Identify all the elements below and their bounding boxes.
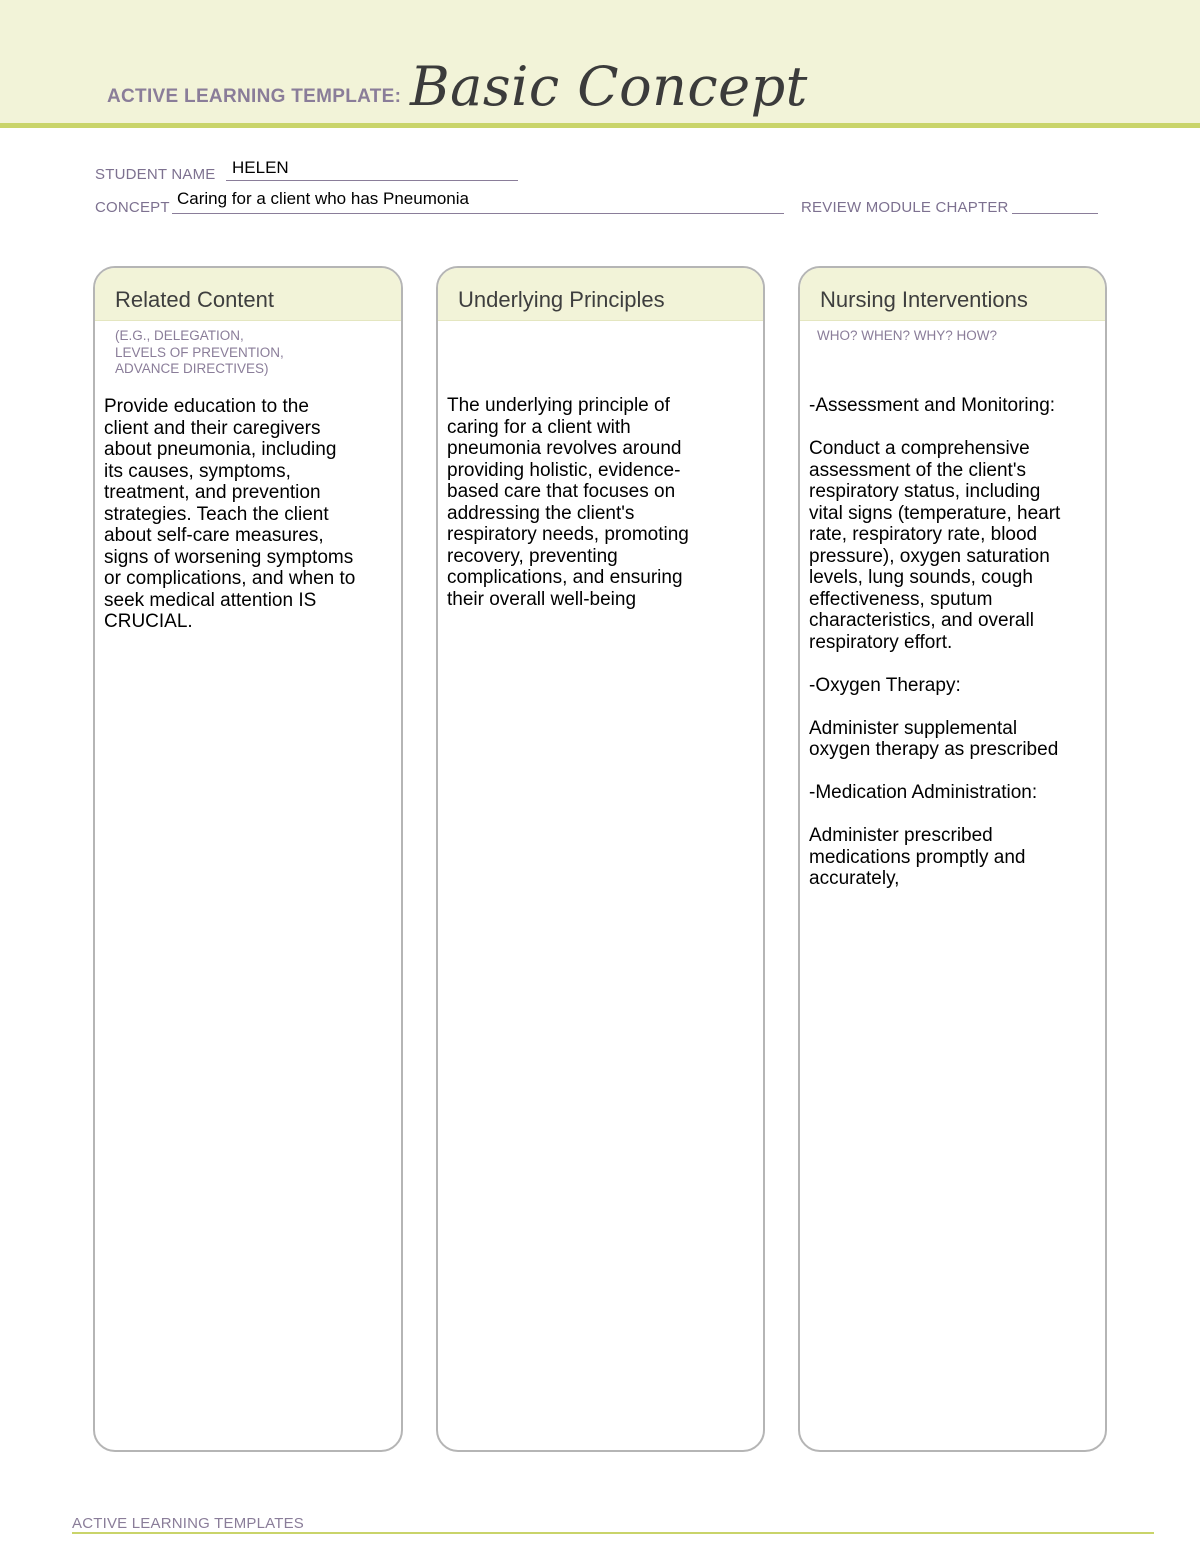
header-divider	[0, 123, 1200, 128]
related-content-hint: (E.G., DELEGATION, LEVELS OF PREVENTION, ADVANCE DIRECTIVES)	[115, 328, 284, 376]
related-content-text[interactable]: Provide education to the client and their caregivers about pneumonia, including its causes, symptoms, treatment, and prevention strategies. Teach the client about self-care measures, signs of worsening symptoms or complications, and when to seek medical attention IS CRUCIAL.	[104, 396, 356, 632]
concept-underline	[172, 213, 784, 214]
review-module-underline	[1012, 213, 1098, 214]
page-title: Basic Concept	[410, 55, 808, 118]
card-title-nursing-interventions: Nursing Interventions	[800, 268, 1105, 321]
footer-divider	[72, 1532, 1154, 1534]
concept-field[interactable]: Caring for a client who has Pneumonia	[177, 189, 469, 208]
card-title-underlying-principles: Underlying Principles	[438, 268, 763, 321]
student-name-label: STUDENT NAME	[95, 166, 216, 183]
footer-label: ACTIVE LEARNING TEMPLATES	[72, 1515, 304, 1532]
nursing-interventions-text[interactable]: -Assessment and Monitoring: Conduct a comprehensive assessment of the client's respiratory status, including vital signs (temperature, heart rate, respiratory rate, blood pressure), oxygen saturation levels, lung sounds, cough effectiveness, sputum characteristics, and overall respiratory effort. -Oxygen Therapy: Administer supplemental oxygen therapy as prescribed -Medication Administration: Administer prescribed medications promptly and accurately,	[809, 395, 1061, 889]
student-name-underline	[226, 180, 518, 181]
card-title-related-content: Related Content	[95, 268, 401, 321]
template-label: ACTIVE LEARNING TEMPLATE:	[107, 86, 402, 107]
review-module-label: REVIEW MODULE CHAPTER	[801, 199, 1009, 216]
nursing-interventions-hint: WHO? WHEN? WHY? HOW?	[817, 328, 998, 343]
underlying-principles-text[interactable]: The underlying principle of caring for a client with pneumonia revolves around providing holistic, evidence- based care that focuses on addressing the client's respiratory needs, promoting recovery, preventing complications, and ensuring their overall well-being	[447, 395, 689, 610]
student-name-field[interactable]: HELEN	[232, 158, 289, 177]
concept-label: CONCEPT	[95, 199, 170, 216]
